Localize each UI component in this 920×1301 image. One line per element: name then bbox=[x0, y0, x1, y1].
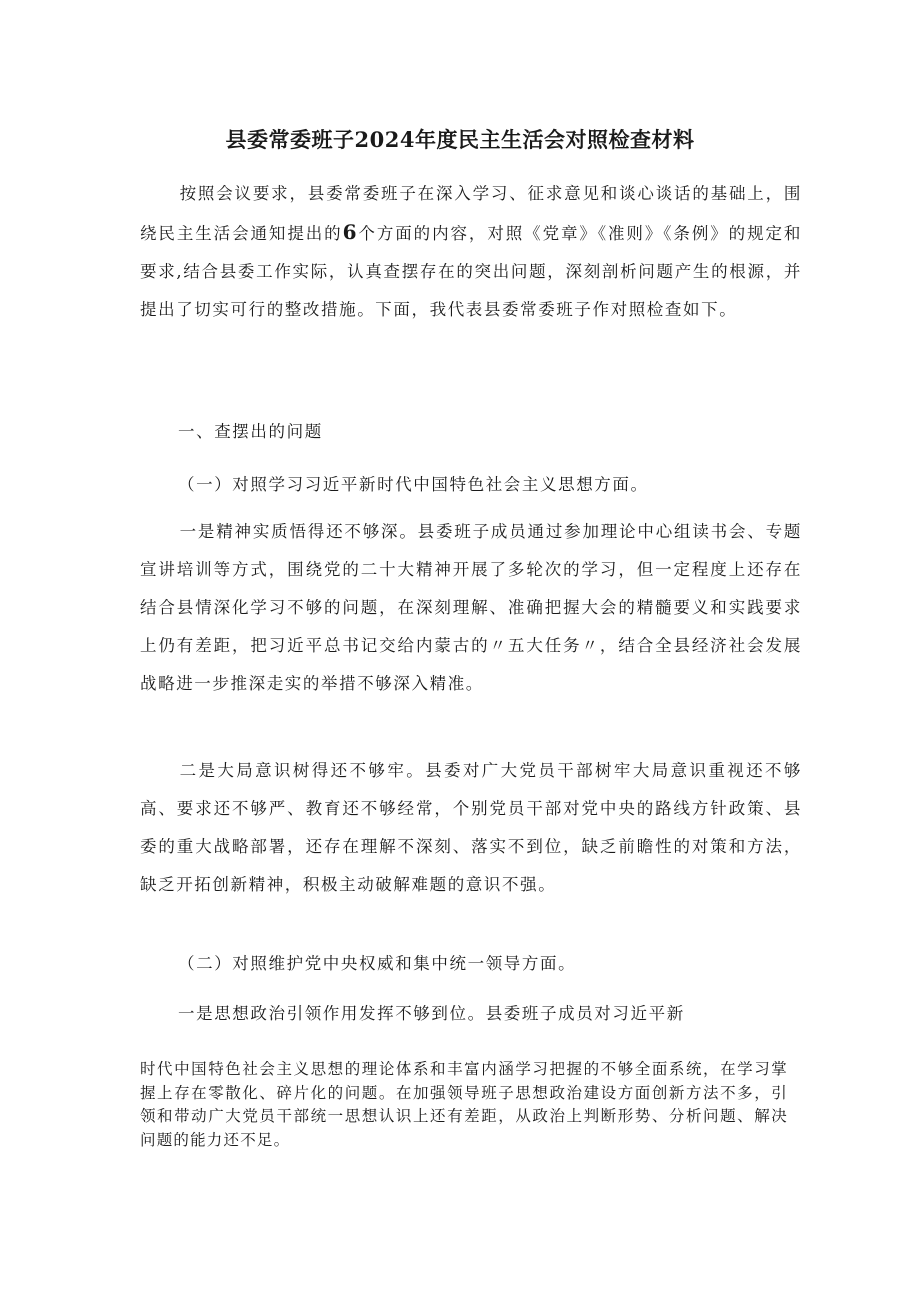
paragraph-3-first-line: 一是思想政治引领作用发挥不够到位。县委班子成员对习近平新 bbox=[178, 1004, 685, 1023]
intro-number: 6 bbox=[342, 220, 359, 244]
document-title: 县委常委班子2024年度民主生活会对照检查材料 bbox=[225, 127, 695, 152]
subsection-heading-2: （二）对照维护党中央权威和集中统一领导方面。 bbox=[178, 954, 577, 973]
paragraph-3-continuation: 时代中国特色社会主义思想的理论体系和丰富内涵学习把握的不够全面系统，在学习掌握上存在零散化、碎片化的问题。在加强领导班子思想政治建设方面创新方法不多，引领和带动广大党员干部统一思想认识上还有差距，从政治上判断形势、分析问题、解决问题的能力还不足。 bbox=[140, 1060, 788, 1149]
intro-paragraph bbox=[140, 175, 802, 329]
paragraph-1: 一是精神实质悟得还不够深。县委班子成员通过参加理论中心组读书会、专题宣讲培训等方式，围绕党的二十大精神开展了多轮次的学习，但一定程度上还存在结合县情深化学习不够的问题，在深刻理解、准确把握大会的精髓要义和实践要求上仍有差距，把习近平总书记交给内蒙古的〃五大任务〃，结合全县经济社会发展战略进一步推深走实的举措不够深入精准。 bbox=[140, 522, 802, 693]
section-heading-problems: 一、查摆出的问题 bbox=[178, 422, 323, 441]
intro-text-part2: 个方面的内容，对照《党章》《准则》《条例》的规定和要求,结合县委工作实际，认真查摆存在的突出问题，深刻剖析问题产生的根源，并提出了切实可行的整改措施。下面，我代表县委常委班子作对照检查如下。 bbox=[140, 224, 802, 319]
intro-text-part1: 按照会议要求，县委常委班子在深入学习、征求意见和谈心谈话的基础上，围绕民主生活会通知提出的 bbox=[140, 184, 802, 243]
subsection-heading-1: （一）对照学习习近平新时代中国特色社会主义思想方面。 bbox=[178, 475, 649, 494]
paragraph-2: 二是大局意识树得还不够牢。县委对广大党员干部树牢大局意识重视还不够高、要求还不够严、教育还不够经常，个别党员干部对党中央的路线方针政策、县委的重大战略部署，还存在理解不深刻、落实不到位，缺乏前瞻性的对策和方法，缺乏开拓创新精神，积极主动破解难题的意识不强。 bbox=[140, 761, 802, 894]
